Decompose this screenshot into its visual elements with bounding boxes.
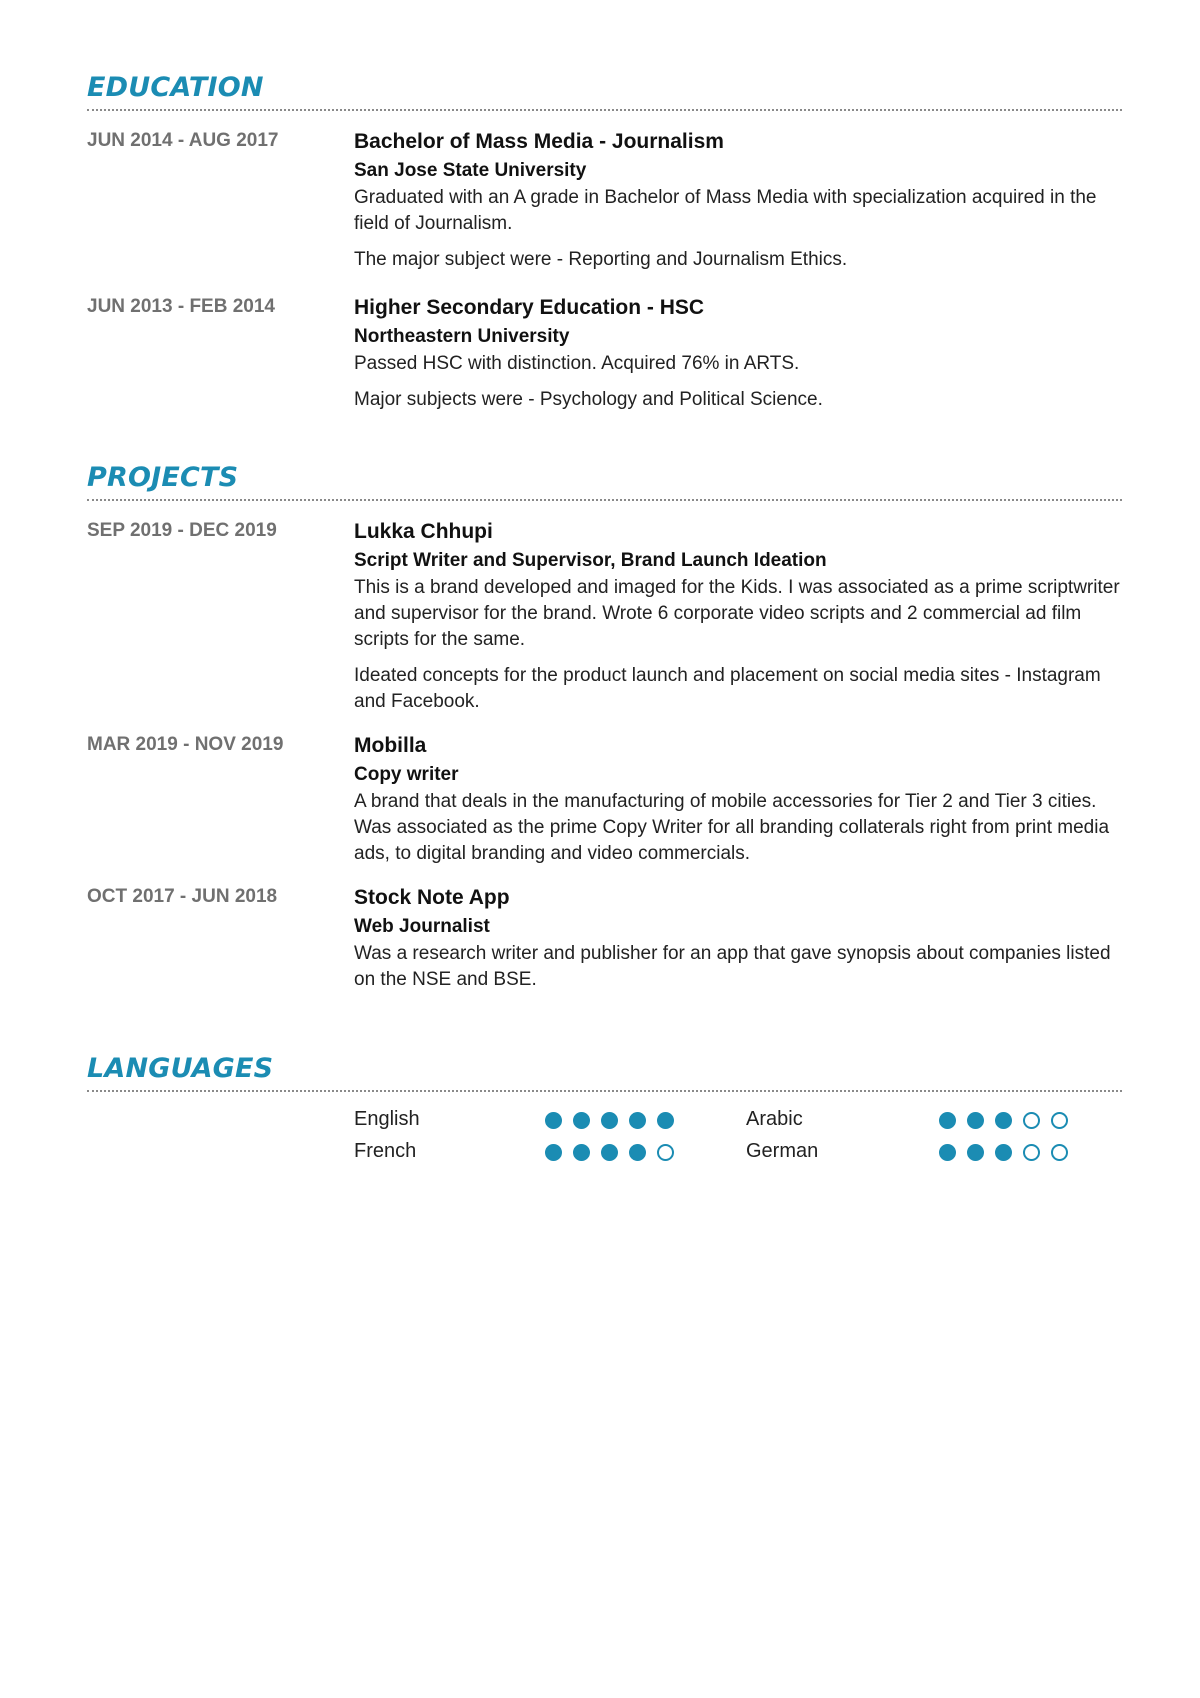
languages-heading: LANGUAGES	[87, 1053, 1122, 1092]
rating-dot-empty	[1051, 1112, 1068, 1129]
rating-dot-filled	[545, 1112, 562, 1129]
rating-dot-filled	[657, 1112, 674, 1129]
rating-dot-filled	[545, 1144, 562, 1161]
rating-dot-filled	[629, 1144, 646, 1161]
entry-content	[354, 883, 1122, 993]
rating-dot-filled	[939, 1112, 956, 1129]
entry-paragraph: A brand that deals in the manufacturing of mobile accessories for Tier 2 and Tier 3 cities. Was associated as the prime Copy Writer for all branding collaterals right from print media ads, to digital branding and video commercials.	[354, 791, 1110, 864]
entry-date: MAR 2019 - NOV 2019	[87, 734, 284, 755]
rating-dot-filled	[967, 1112, 984, 1129]
language-name: Arabic	[746, 1108, 803, 1130]
education-entry	[87, 293, 1122, 413]
entry-date: SEP 2019 - DEC 2019	[87, 520, 277, 541]
rating-dot-filled	[573, 1144, 590, 1161]
entry-title: Lukka Chhupi	[354, 520, 493, 543]
entry-paragraph: Passed HSC with distinction. Acquired 76% in ARTS.	[354, 353, 800, 374]
rating-dot-filled	[939, 1144, 956, 1161]
rating-dot-filled	[601, 1112, 618, 1129]
language-name: French	[354, 1140, 417, 1162]
entry-paragraph: Major subjects were - Psychology and Political Science.	[354, 389, 823, 410]
entry-title: Stock Note App	[354, 886, 510, 909]
entry-subtitle: Northeastern University	[354, 326, 570, 347]
language-name: German	[746, 1140, 819, 1162]
entry-paragraph: Was a research writer and publisher for an app that gave synopsis about companies listed on the NSE and BSE.	[354, 943, 1111, 990]
rating-dot-filled	[995, 1144, 1012, 1161]
rating-dot-filled	[995, 1112, 1012, 1129]
rating-dot-filled	[601, 1144, 618, 1161]
education-section	[87, 72, 1122, 413]
projects-heading: PROJECTS	[87, 462, 1122, 501]
language-rating	[939, 1144, 1068, 1161]
entry-paragraph: Ideated concepts for the product launch and placement on social media sites - Instagram and Facebook.	[354, 665, 1101, 712]
entry-content	[354, 731, 1122, 867]
rating-dot-empty	[657, 1144, 674, 1161]
entry-paragraph: This is a brand developed and imaged for the Kids. I was associated as a prime scriptwriter and supervisor for the brand. Wrote 6 corporate video scripts and 2 commercial ad film scripts for the same.	[354, 577, 1120, 650]
entry-content	[354, 517, 1122, 715]
entry-title: Mobilla	[354, 734, 427, 757]
entry-content	[354, 127, 1122, 273]
projects-section	[87, 462, 1122, 993]
rating-dot-empty	[1051, 1144, 1068, 1161]
rating-dot-filled	[967, 1144, 984, 1161]
entry-date: OCT 2017 - JUN 2018	[87, 886, 278, 907]
project-entry	[87, 883, 1122, 993]
entry-date: JUN 2014 - AUG 2017	[87, 130, 279, 151]
language-rating	[939, 1112, 1068, 1129]
entry-paragraph: Graduated with an A grade in Bachelor of Mass Media with specialization acquired in the field of Journalism.	[354, 187, 1097, 234]
entry-title: Bachelor of Mass Media - Journalism	[354, 130, 724, 153]
rating-dot-empty	[1023, 1144, 1040, 1161]
project-entry	[87, 731, 1122, 867]
education-entry	[87, 127, 1122, 273]
entry-paragraph: The major subject were - Reporting and Journalism Ethics.	[354, 249, 848, 270]
project-entry	[87, 517, 1122, 715]
language-rating	[545, 1144, 674, 1161]
languages-section	[87, 1053, 1122, 1182]
language-name: English	[354, 1108, 420, 1130]
entry-subtitle: Script Writer and Supervisor, Brand Launch Ideation	[354, 550, 827, 571]
entry-subtitle: Copy writer	[354, 764, 459, 785]
language-rating	[545, 1112, 674, 1129]
entry-title: Higher Secondary Education - HSC	[354, 296, 705, 319]
entry-subtitle: Web Journalist	[354, 916, 490, 937]
education-heading: EDUCATION	[87, 72, 1122, 111]
entry-content	[354, 293, 1122, 413]
rating-dot-filled	[573, 1112, 590, 1129]
languages-grid	[87, 1092, 1122, 1182]
rating-dot-empty	[1023, 1112, 1040, 1129]
entry-subtitle: San Jose State University	[354, 160, 587, 181]
entry-date: JUN 2013 - FEB 2014	[87, 296, 275, 317]
rating-dot-filled	[629, 1112, 646, 1129]
